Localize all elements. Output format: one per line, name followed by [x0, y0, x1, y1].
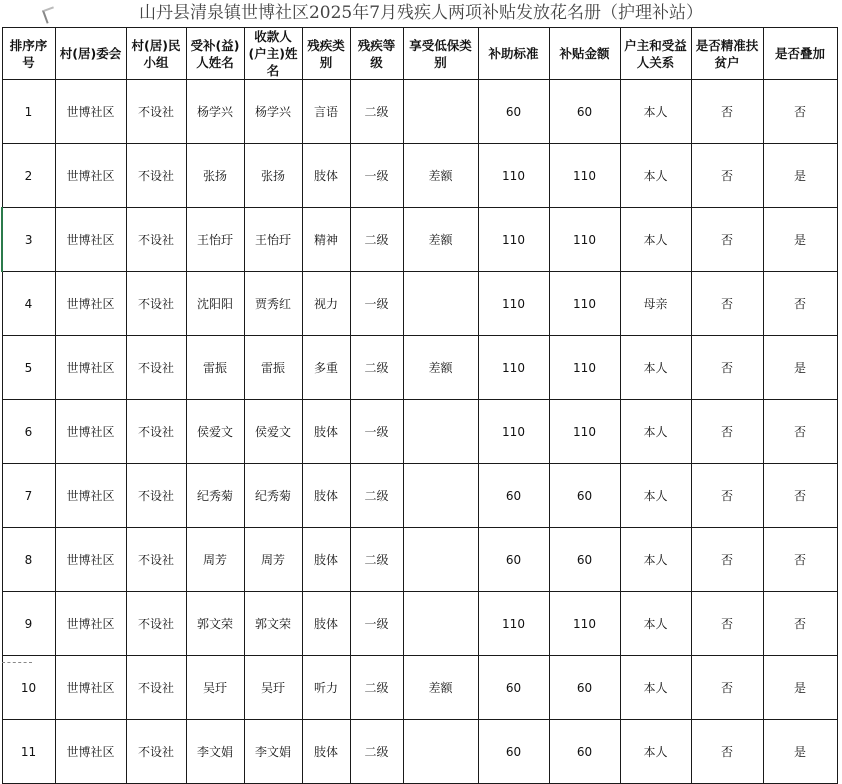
table-cell [403, 592, 478, 656]
table-cell: 世博社区 [55, 464, 126, 528]
table-cell: 郭文荣 [244, 592, 302, 656]
table-cell: 吴玗 [186, 656, 244, 720]
table-cell: 贾秀红 [244, 272, 302, 336]
table-cell: 世博社区 [55, 144, 126, 208]
table-row [2, 144, 837, 208]
table-cell: 不设社 [126, 336, 186, 400]
table-cell: 60 [478, 720, 549, 784]
table-cell: 肢体 [302, 144, 350, 208]
table-cell: 本人 [620, 720, 691, 784]
document-title: 山丹县清泉镇世博社区2025年7月残疾人两项补贴发放花名册（护理补站） [138, 3, 704, 23]
table-row [2, 720, 837, 784]
table-row [2, 656, 837, 720]
table-cell: 张扬 [186, 144, 244, 208]
table-cell: 肢体 [302, 464, 350, 528]
table-cell: 110 [478, 144, 549, 208]
table-cell: 世博社区 [55, 336, 126, 400]
table-cell: 不设社 [126, 592, 186, 656]
table-cell: 否 [691, 80, 763, 144]
table-cell: 否 [691, 720, 763, 784]
header-cell: 残疾等级 [350, 28, 403, 80]
table-cell: 不设社 [126, 208, 186, 272]
table-cell: 一级 [350, 272, 403, 336]
table-cell: 60 [478, 464, 549, 528]
table-cell: 7 [2, 464, 55, 528]
table-row [2, 272, 837, 336]
header-cell: 排序序号 [2, 28, 55, 80]
header-row [2, 28, 837, 80]
table-cell: 是 [763, 720, 837, 784]
table-cell: 视力 [302, 272, 350, 336]
table-cell: 110 [478, 208, 549, 272]
table-cell: 纪秀菊 [244, 464, 302, 528]
table-cell: 世博社区 [55, 720, 126, 784]
table-cell: 否 [691, 272, 763, 336]
table-cell: 纪秀菊 [186, 464, 244, 528]
table-cell: 110 [478, 592, 549, 656]
table-cell: 否 [691, 144, 763, 208]
table-row [2, 400, 837, 464]
table-cell: 多重 [302, 336, 350, 400]
table-row [2, 528, 837, 592]
table-cell: 二级 [350, 208, 403, 272]
table-cell: 110 [549, 592, 620, 656]
table-row [2, 592, 837, 656]
table-cell: 本人 [620, 592, 691, 656]
table-cell: 110 [549, 400, 620, 464]
table-cell: 否 [763, 80, 837, 144]
table-cell: 110 [549, 144, 620, 208]
table-cell: 本人 [620, 144, 691, 208]
table-cell: 二级 [350, 80, 403, 144]
table-cell: 世博社区 [55, 528, 126, 592]
table-cell: 110 [478, 400, 549, 464]
table-cell: 差额 [403, 144, 478, 208]
table-cell: 60 [549, 656, 620, 720]
table-cell: 世博社区 [55, 208, 126, 272]
table-cell: 否 [691, 656, 763, 720]
table-cell: 是 [763, 144, 837, 208]
table-cell: 是 [763, 336, 837, 400]
header-cell: 收款人(户主)姓名 [244, 28, 302, 80]
table-cell: 不设社 [126, 400, 186, 464]
table-cell: 60 [549, 528, 620, 592]
table-cell [403, 464, 478, 528]
table-cell: 11 [2, 720, 55, 784]
table-cell: 二级 [350, 336, 403, 400]
table-cell: 否 [691, 400, 763, 464]
table-cell: 3 [2, 208, 55, 272]
table-cell: 不设社 [126, 528, 186, 592]
table-cell: 沈阳阳 [186, 272, 244, 336]
table-cell: 一级 [350, 144, 403, 208]
table-cell [403, 80, 478, 144]
table-cell: 不设社 [126, 80, 186, 144]
header-cell: 村(居)委会 [55, 28, 126, 80]
table-cell: 不设社 [126, 144, 186, 208]
table-cell: 世博社区 [55, 656, 126, 720]
table-cell: 周芳 [186, 528, 244, 592]
header-cell: 残疾类别 [302, 28, 350, 80]
table-cell: 9 [2, 592, 55, 656]
table-cell: 4 [2, 272, 55, 336]
table-cell: 110 [549, 208, 620, 272]
table-cell: 60 [549, 80, 620, 144]
table-cell: 110 [478, 336, 549, 400]
table-cell: 本人 [620, 336, 691, 400]
table-cell: 二级 [350, 464, 403, 528]
table-cell: 否 [763, 592, 837, 656]
table-cell: 二级 [350, 656, 403, 720]
table-cell: 杨学兴 [186, 80, 244, 144]
table-row [2, 464, 837, 528]
table-cell: 肢体 [302, 400, 350, 464]
table-cell: 二级 [350, 528, 403, 592]
side-mark [2, 640, 32, 663]
table-cell: 不设社 [126, 464, 186, 528]
table-cell: 60 [549, 720, 620, 784]
table-cell: 差额 [403, 656, 478, 720]
header-cell: 户主和受益人关系 [620, 28, 691, 80]
table-cell: 本人 [620, 528, 691, 592]
table-cell [403, 528, 478, 592]
table-cell: 差额 [403, 336, 478, 400]
table-cell: 王怡玗 [186, 208, 244, 272]
table-cell [403, 400, 478, 464]
table-cell: 世博社区 [55, 80, 126, 144]
table-cell: 否 [763, 400, 837, 464]
table-cell: 侯爱文 [244, 400, 302, 464]
table-cell: 6 [2, 400, 55, 464]
table-cell: 差额 [403, 208, 478, 272]
table-cell: 母亲 [620, 272, 691, 336]
header-cell: 是否精准扶贫户 [691, 28, 763, 80]
table-cell: 否 [691, 208, 763, 272]
table-cell: 侯爱文 [186, 400, 244, 464]
table-cell: 是 [763, 208, 837, 272]
table-cell: 本人 [620, 464, 691, 528]
table-cell: 雷振 [244, 336, 302, 400]
roster-table [1, 27, 838, 784]
table-cell: 60 [478, 80, 549, 144]
table-cell: 本人 [620, 656, 691, 720]
table-cell: 本人 [620, 400, 691, 464]
table-cell: 王怡玗 [244, 208, 302, 272]
table-cell: 否 [763, 528, 837, 592]
table-cell: 不设社 [126, 720, 186, 784]
table-cell: 一级 [350, 592, 403, 656]
table-cell: 李文娟 [244, 720, 302, 784]
table-cell: 10 [2, 656, 55, 720]
table-row [2, 208, 837, 272]
table-cell: 吴玗 [244, 656, 302, 720]
table-cell: 世博社区 [55, 400, 126, 464]
table-cell: 否 [691, 464, 763, 528]
table-cell: 听力 [302, 656, 350, 720]
table-cell: 110 [478, 272, 549, 336]
table-cell: 雷振 [186, 336, 244, 400]
table-cell: 8 [2, 528, 55, 592]
table-cell: 肢体 [302, 720, 350, 784]
table-cell: 世博社区 [55, 272, 126, 336]
table-row [2, 336, 837, 400]
table-cell: 杨学兴 [244, 80, 302, 144]
table-cell: 否 [691, 336, 763, 400]
table-cell: 周芳 [244, 528, 302, 592]
table-cell [403, 720, 478, 784]
table-cell: 世博社区 [55, 592, 126, 656]
table-cell: 否 [763, 464, 837, 528]
header-cell: 享受低保类别 [403, 28, 478, 80]
table-row [2, 80, 837, 144]
table-cell: 不设社 [126, 272, 186, 336]
table-cell: 是 [763, 656, 837, 720]
table-cell: 2 [2, 144, 55, 208]
table-cell: 郭文荣 [186, 592, 244, 656]
table-cell: 1 [2, 80, 55, 144]
table-cell: 本人 [620, 208, 691, 272]
table-cell [403, 272, 478, 336]
table-cell: 110 [549, 336, 620, 400]
table-body [2, 80, 837, 784]
header-cell: 村(居)民小组 [126, 28, 186, 80]
table-cell: 5 [2, 336, 55, 400]
header-cell: 受补(益)人姓名 [186, 28, 244, 80]
table-cell: 二级 [350, 720, 403, 784]
table-cell: 肢体 [302, 528, 350, 592]
header-cell: 补贴金额 [549, 28, 620, 80]
table-cell: 张扬 [244, 144, 302, 208]
table-cell: 60 [549, 464, 620, 528]
header-cell: 补助标准 [478, 28, 549, 80]
table-cell: 言语 [302, 80, 350, 144]
table-cell: 肢体 [302, 592, 350, 656]
table-cell: 60 [478, 528, 549, 592]
table-cell: 60 [478, 656, 549, 720]
table-cell: 本人 [620, 80, 691, 144]
table-cell: 不设社 [126, 656, 186, 720]
table-cell: 否 [691, 592, 763, 656]
table-cell: 李文娟 [186, 720, 244, 784]
table-cell: 110 [549, 272, 620, 336]
table-cell: 精神 [302, 208, 350, 272]
table-cell: 否 [691, 528, 763, 592]
table-cell: 一级 [350, 400, 403, 464]
header-cell: 是否叠加 [763, 28, 837, 80]
table-cell: 否 [763, 272, 837, 336]
